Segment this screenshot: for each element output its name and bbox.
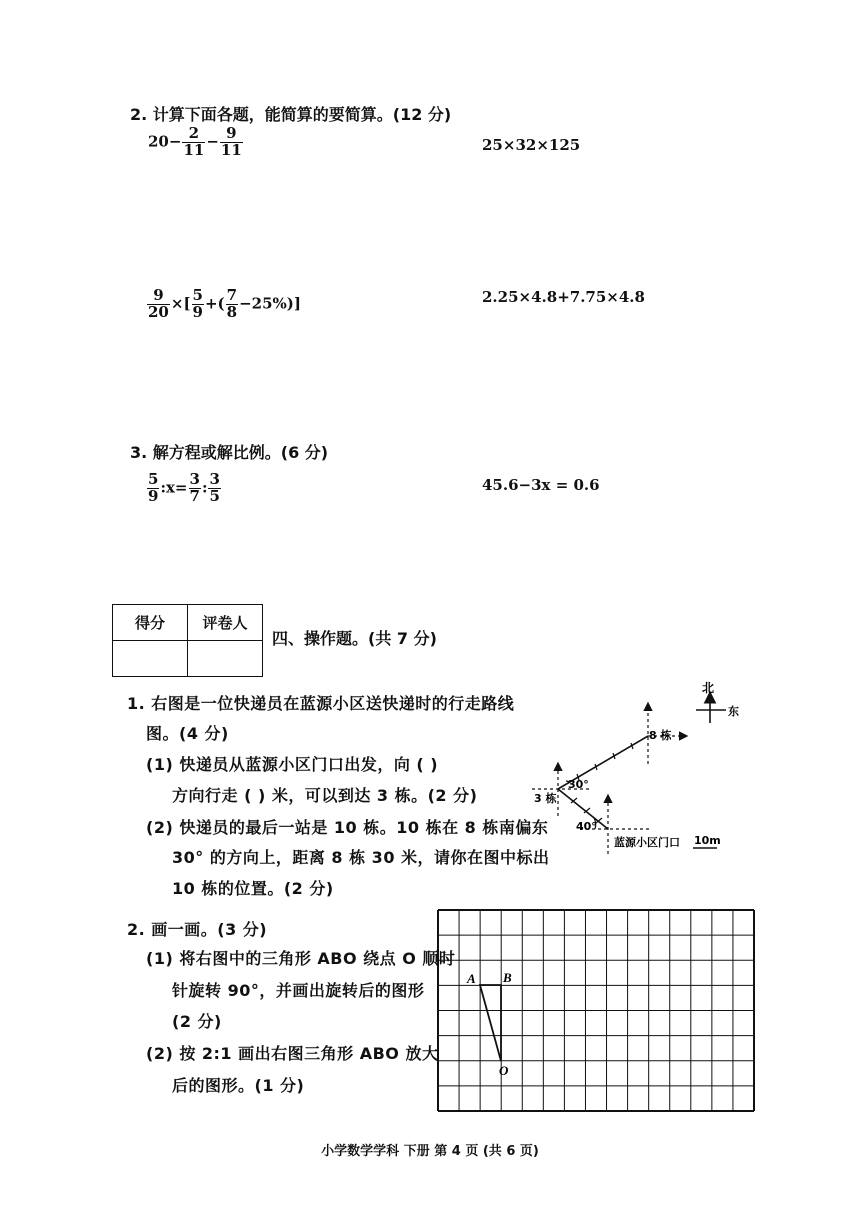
scale-label: 10m bbox=[694, 834, 721, 847]
building-3-label: 3 栋 bbox=[534, 792, 557, 805]
angle-40-label: 40° bbox=[576, 820, 597, 833]
p2-line5: (2) 按 2:1 画出右图三角形 ABO 放大 bbox=[146, 1044, 439, 1063]
north-label: 北 bbox=[702, 681, 715, 695]
grader-label: 评卷人 bbox=[188, 605, 263, 641]
p1-line2: 图。(4 分) bbox=[146, 724, 229, 743]
p2-line1: 2. 画一画。(3 分) bbox=[127, 920, 268, 939]
score-label: 得分 bbox=[113, 605, 188, 641]
p1-line1: 1. 右图是一位快递员在蓝源小区送快递时的行走路线 bbox=[127, 694, 515, 713]
score-cell[interactable] bbox=[113, 641, 188, 677]
p2-line2: (1) 将右图中的三角形 ABO 绕点 O 顺时 bbox=[146, 949, 456, 968]
point-o-label: O bbox=[499, 1063, 509, 1078]
page-footer: 小学数学学科 下册 第 4 页 (共 6 页) bbox=[321, 1144, 539, 1159]
angle-30-label: 30° bbox=[568, 778, 589, 791]
p1-line5: (2) 快递员的最后一站是 10 栋。10 栋在 8 栋南偏东 bbox=[146, 818, 549, 837]
q3-title: 3. 解方程或解比例。(6 分) bbox=[130, 443, 329, 462]
gate-label: 蓝源小区门口 bbox=[614, 836, 680, 849]
q2-expr-4: 2.25×4.8+7.75×4.8 bbox=[482, 288, 645, 306]
p1-line7: 10 栋的位置。(2 分) bbox=[172, 879, 334, 898]
p1-line3: (1) 快递员从蓝源小区门口出发，向 ( ) bbox=[146, 755, 439, 774]
p1-line6: 30° 的方向上，距离 8 栋 30 米，请你在图中标出 bbox=[172, 848, 550, 867]
score-table bbox=[112, 604, 263, 677]
grader-cell[interactable] bbox=[188, 641, 263, 677]
compass-icon bbox=[696, 694, 726, 723]
drawing-grid[interactable] bbox=[436, 908, 756, 1114]
p2-line4: (2 分) bbox=[172, 1012, 222, 1031]
q2-expr-1: 20− $\frac{2}{11}$ − $\frac{9}{11}$ bbox=[148, 124, 242, 159]
point-a-label: A bbox=[467, 971, 476, 986]
q2-expr-2: 25×32×125 bbox=[482, 136, 581, 154]
building-8-label: 8 栋 bbox=[649, 729, 672, 742]
q2-expr-3: $\frac{9}{20}$ ×[ $\frac{5}{9}$ +( $\frac{7}{8}$ −25%)] bbox=[148, 286, 301, 321]
q2-title: 2. 计算下面各题，能简算的要简算。(12 分) bbox=[130, 105, 452, 124]
p1-line4: 方向行走 ( ) 米，可以到达 3 栋。(2 分) bbox=[172, 786, 478, 805]
section4-title: 四、操作题。(共 7 分) bbox=[272, 629, 437, 648]
p2-line3: 针旋转 90°，并画出旋转后的图形 bbox=[172, 981, 425, 1000]
point-b-label: B bbox=[503, 970, 512, 985]
route-map bbox=[520, 676, 790, 866]
east-label: 东 bbox=[728, 705, 739, 718]
q3-expr-1: $\frac{5}{9}$ :x= $\frac{3}{7}$ : $\frac{3}{5}$ bbox=[148, 470, 220, 505]
p2-line6: 后的图形。(1 分) bbox=[172, 1076, 305, 1095]
triangle-abo bbox=[480, 985, 501, 1061]
q3-expr-2: 45.6−3x = 0.6 bbox=[482, 476, 600, 494]
